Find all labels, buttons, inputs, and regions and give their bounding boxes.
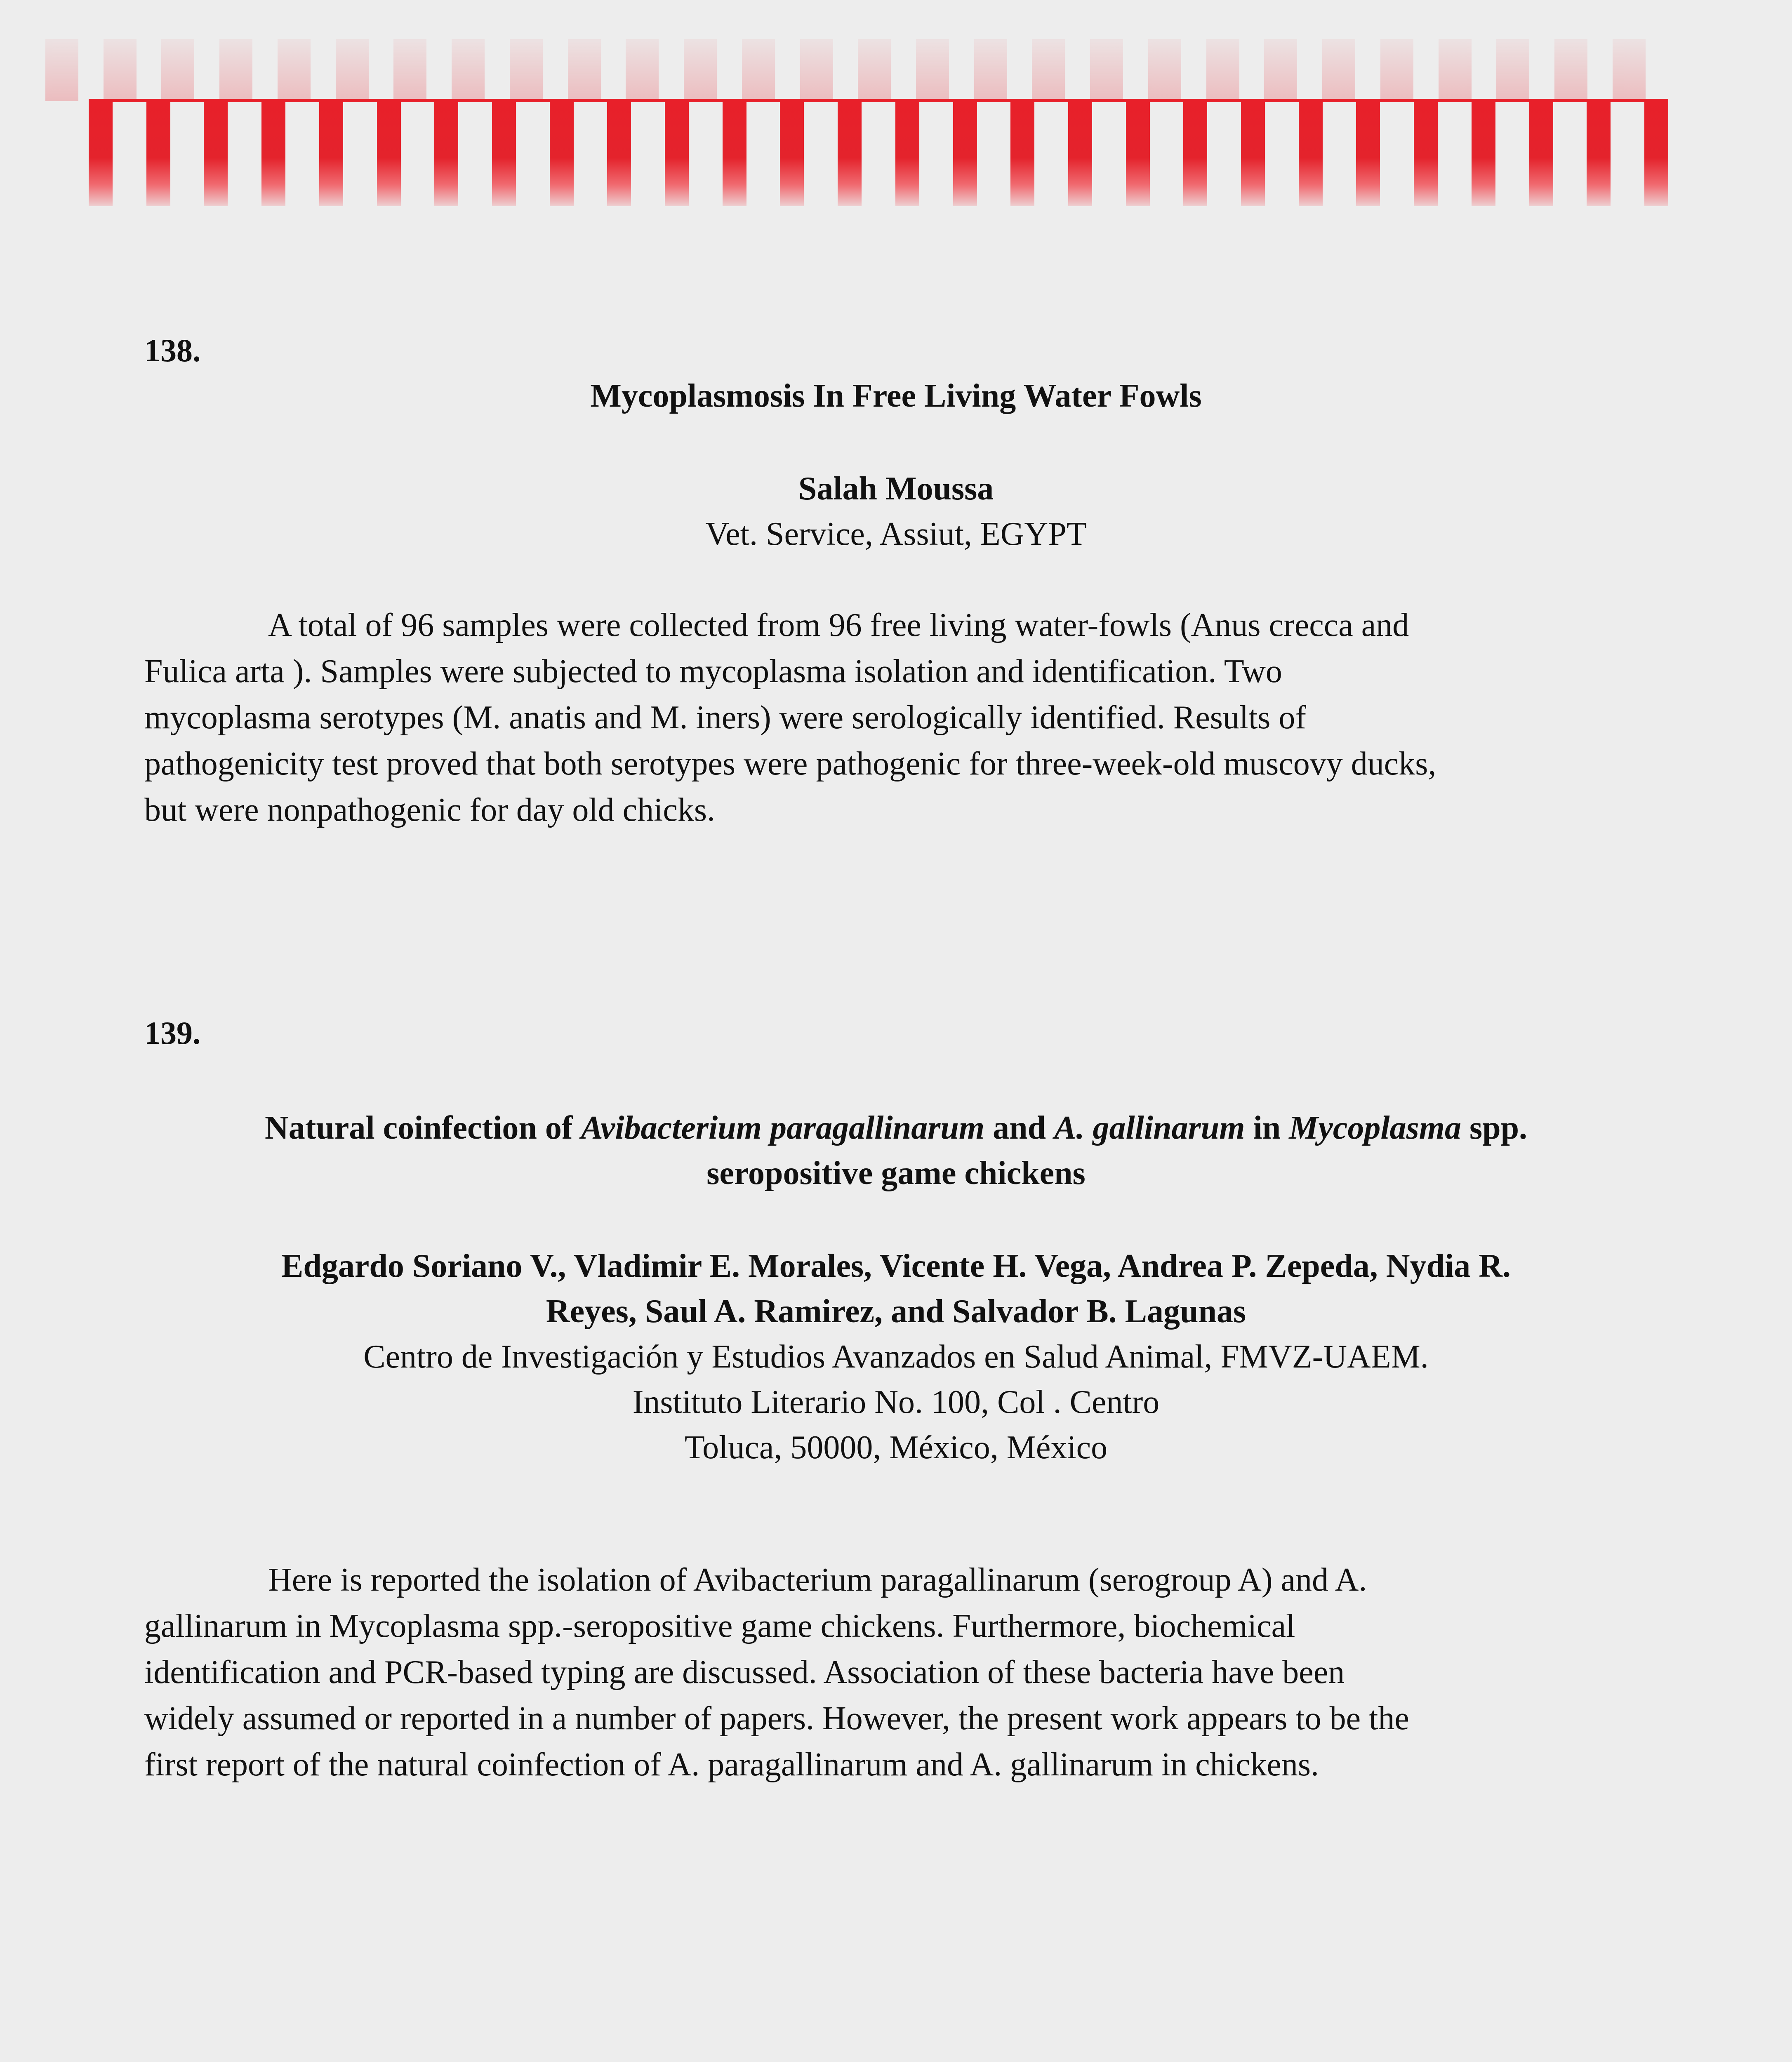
abstract-138-affiliation: Vet. Service, Assiut, EGYPT <box>705 516 1087 552</box>
abstract-138-line: but were nonpathogenic for day old chicks. <box>144 792 716 828</box>
title-text: in <box>1245 1110 1289 1146</box>
abstract-139-line: identification and PCR-based typing are discussed. Association of these bacteria have been <box>144 1654 1345 1690</box>
abstract-139-title <box>0 1105 1792 1151</box>
abstract-138-line: Fulica arta ). Samples were subjected to mycoplasma isolation and identification. Two <box>144 653 1282 690</box>
abstract-139-line: widely assumed or reported in a number of papers. However, the present work appears to be the <box>144 1700 1409 1737</box>
header-stripe-band <box>89 99 1668 206</box>
abstract-139-line: gallinarum in Mycoplasma spp.-seropositive game chickens. Furthermore, biochemical <box>144 1608 1295 1644</box>
title-text: spp. <box>1461 1110 1528 1146</box>
abstract-138-line: pathogenicity test proved that both serotypes were pathogenic for three-week-old muscovy ducks, <box>144 746 1436 782</box>
abstract-139-line: Here is reported the isolation of Avibacterium paragallinarum (serogroup A) and A. <box>268 1562 1367 1598</box>
title-italic-mycoplasma: Mycoplasma <box>1289 1110 1461 1146</box>
abstract-138-body <box>144 602 1670 833</box>
title-text: Natural coinfection of <box>264 1110 581 1146</box>
title-italic-gallinarum: A. gallinarum <box>1054 1110 1245 1146</box>
header-stripe-shadow <box>45 39 1646 101</box>
abstract-138-title: Mycoplasmosis In Free Living Water Fowls <box>590 378 1202 414</box>
abstract-139-body <box>144 1557 1670 1788</box>
abstract-139-title-line2: seropositive game chickens <box>706 1155 1086 1191</box>
abstract-138-line: A total of 96 samples were collected from 96 free living water-fowls (Anus crecca and <box>268 607 1409 643</box>
title-text: and <box>984 1110 1055 1146</box>
abstract-138-number: 138. <box>144 332 201 368</box>
abstract-139-affiliation-line3: Toluca, 50000, México, México <box>684 1429 1108 1466</box>
abstract-138-line: mycoplasma serotypes (M. anatis and M. iners) were serologically identified. Results of <box>144 699 1307 736</box>
abstract-139-affiliation-line1: Centro de Investigación y Estudios Avanzados en Salud Animal, FMVZ-UAEM. <box>363 1339 1429 1375</box>
abstract-139-number: 139. <box>144 1015 201 1051</box>
abstract-139-affiliation-line2: Instituto Literario No. 100, Col . Centro <box>632 1384 1160 1420</box>
abstract-139-authors-line2: Reyes, Saul A. Ramirez, and Salvador B. Lagunas <box>546 1293 1246 1330</box>
abstract-139-line: first report of the natural coinfection of A. paragallinarum and A. gallinarum in chickens. <box>144 1747 1319 1783</box>
abstract-139-authors-line1: Edgardo Soriano V., Vladimir E. Morales, Vicente H. Vega, Andrea P. Zepeda, Nydia R. <box>281 1248 1511 1284</box>
abstract-138-author: Salah Moussa <box>798 471 994 507</box>
title-italic-avibacterium: Avibacterium paragallinarum <box>581 1110 985 1146</box>
